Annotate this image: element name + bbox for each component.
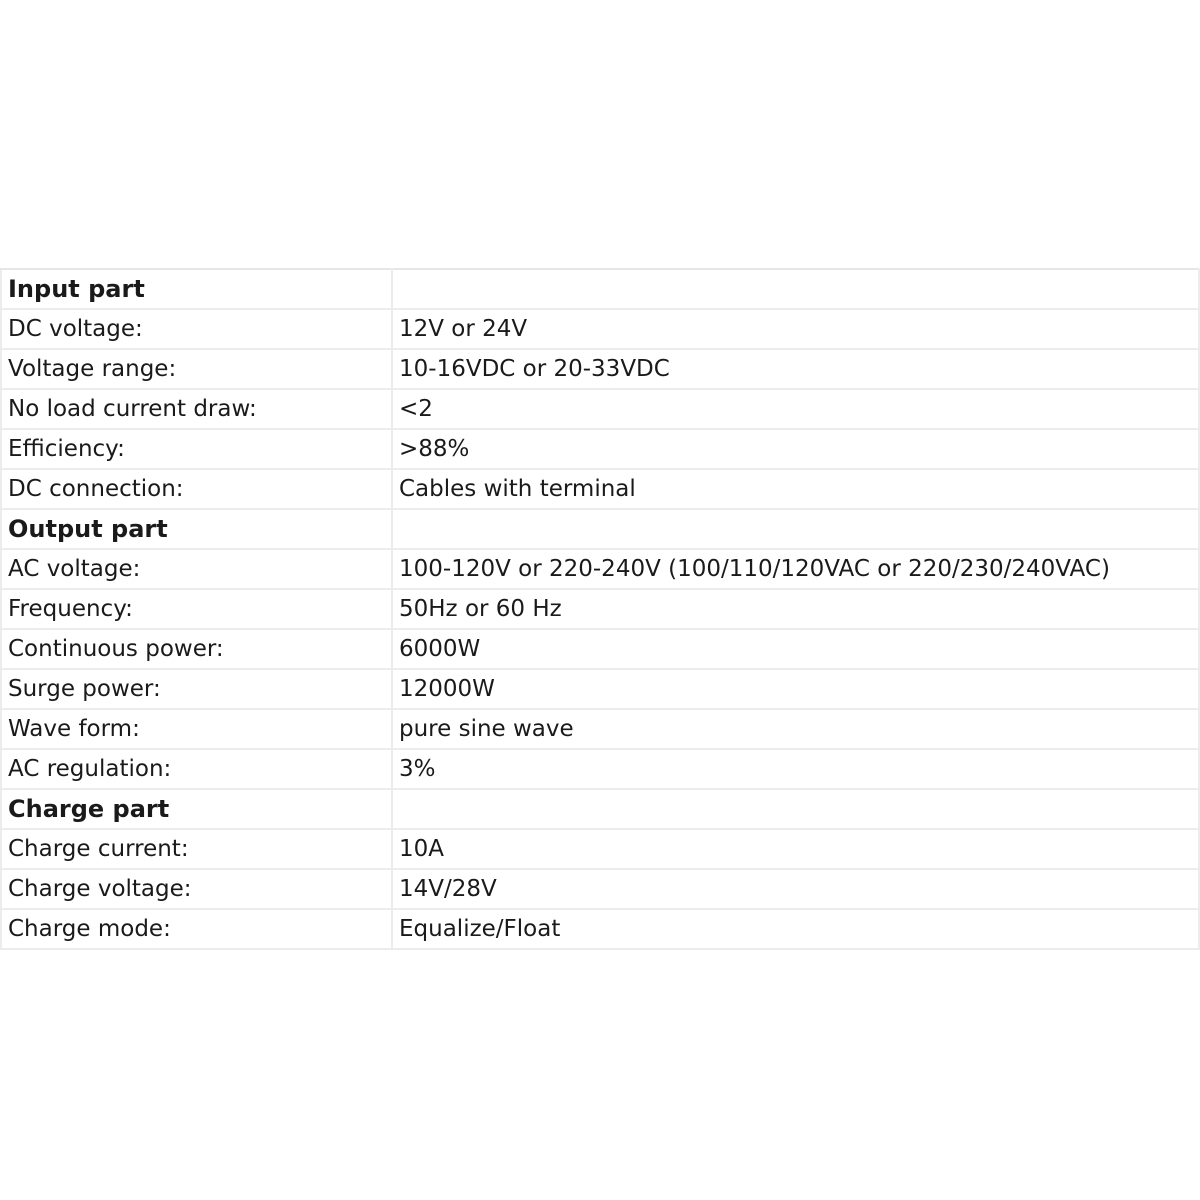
spec-value: 100-120V or 220-240V (100/110/120VAC or 220/230/240VAC)	[392, 549, 1199, 589]
spec-value: Cables with terminal	[392, 469, 1199, 509]
spec-label: Voltage range:	[1, 349, 392, 389]
spec-table	[0, 268, 1200, 950]
spec-value: 10-16VDC or 20-33VDC	[392, 349, 1199, 389]
table-row	[1, 309, 1199, 349]
table-row	[1, 469, 1199, 509]
spec-label: Charge mode:	[1, 909, 392, 949]
spec-label: AC voltage:	[1, 549, 392, 589]
spec-label: AC regulation:	[1, 749, 392, 789]
table-row	[1, 909, 1199, 949]
table-row	[1, 429, 1199, 469]
spec-value: 14V/28V	[392, 869, 1199, 909]
table-row	[1, 869, 1199, 909]
spec-value: 12V or 24V	[392, 309, 1199, 349]
section-title-spacer	[392, 509, 1199, 549]
spec-label: No load current draw:	[1, 389, 392, 429]
spec-value: pure sine wave	[392, 709, 1199, 749]
spec-label: Continuous power:	[1, 629, 392, 669]
spec-label: Surge power:	[1, 669, 392, 709]
table-row	[1, 629, 1199, 669]
spec-value: 3%	[392, 749, 1199, 789]
spec-label: Charge voltage:	[1, 869, 392, 909]
spec-label: DC voltage:	[1, 309, 392, 349]
spec-value: 50Hz or 60 Hz	[392, 589, 1199, 629]
table-row	[1, 749, 1199, 789]
table-row	[1, 589, 1199, 629]
spec-value: <2	[392, 389, 1199, 429]
spec-value: >88%	[392, 429, 1199, 469]
section-title: Charge part	[1, 789, 392, 829]
table-row	[1, 389, 1199, 429]
spec-value: 12000W	[392, 669, 1199, 709]
table-row	[1, 829, 1199, 869]
section-title-spacer	[392, 789, 1199, 829]
spec-label: Wave form:	[1, 709, 392, 749]
spec-value: Equalize/Float	[392, 909, 1199, 949]
table-row	[1, 669, 1199, 709]
section-title: Output part	[1, 509, 392, 549]
spec-value: 6000W	[392, 629, 1199, 669]
table-row	[1, 709, 1199, 749]
spec-label: Charge current:	[1, 829, 392, 869]
spec-value: 10A	[392, 829, 1199, 869]
section-header-row	[1, 509, 1199, 549]
section-title: Input part	[1, 269, 392, 309]
spec-label: Efficiency:	[1, 429, 392, 469]
spec-label: DC connection:	[1, 469, 392, 509]
section-title-spacer	[392, 269, 1199, 309]
spec-label: Frequency:	[1, 589, 392, 629]
table-row	[1, 549, 1199, 589]
section-header-row	[1, 789, 1199, 829]
section-header-row	[1, 269, 1199, 309]
table-row	[1, 349, 1199, 389]
